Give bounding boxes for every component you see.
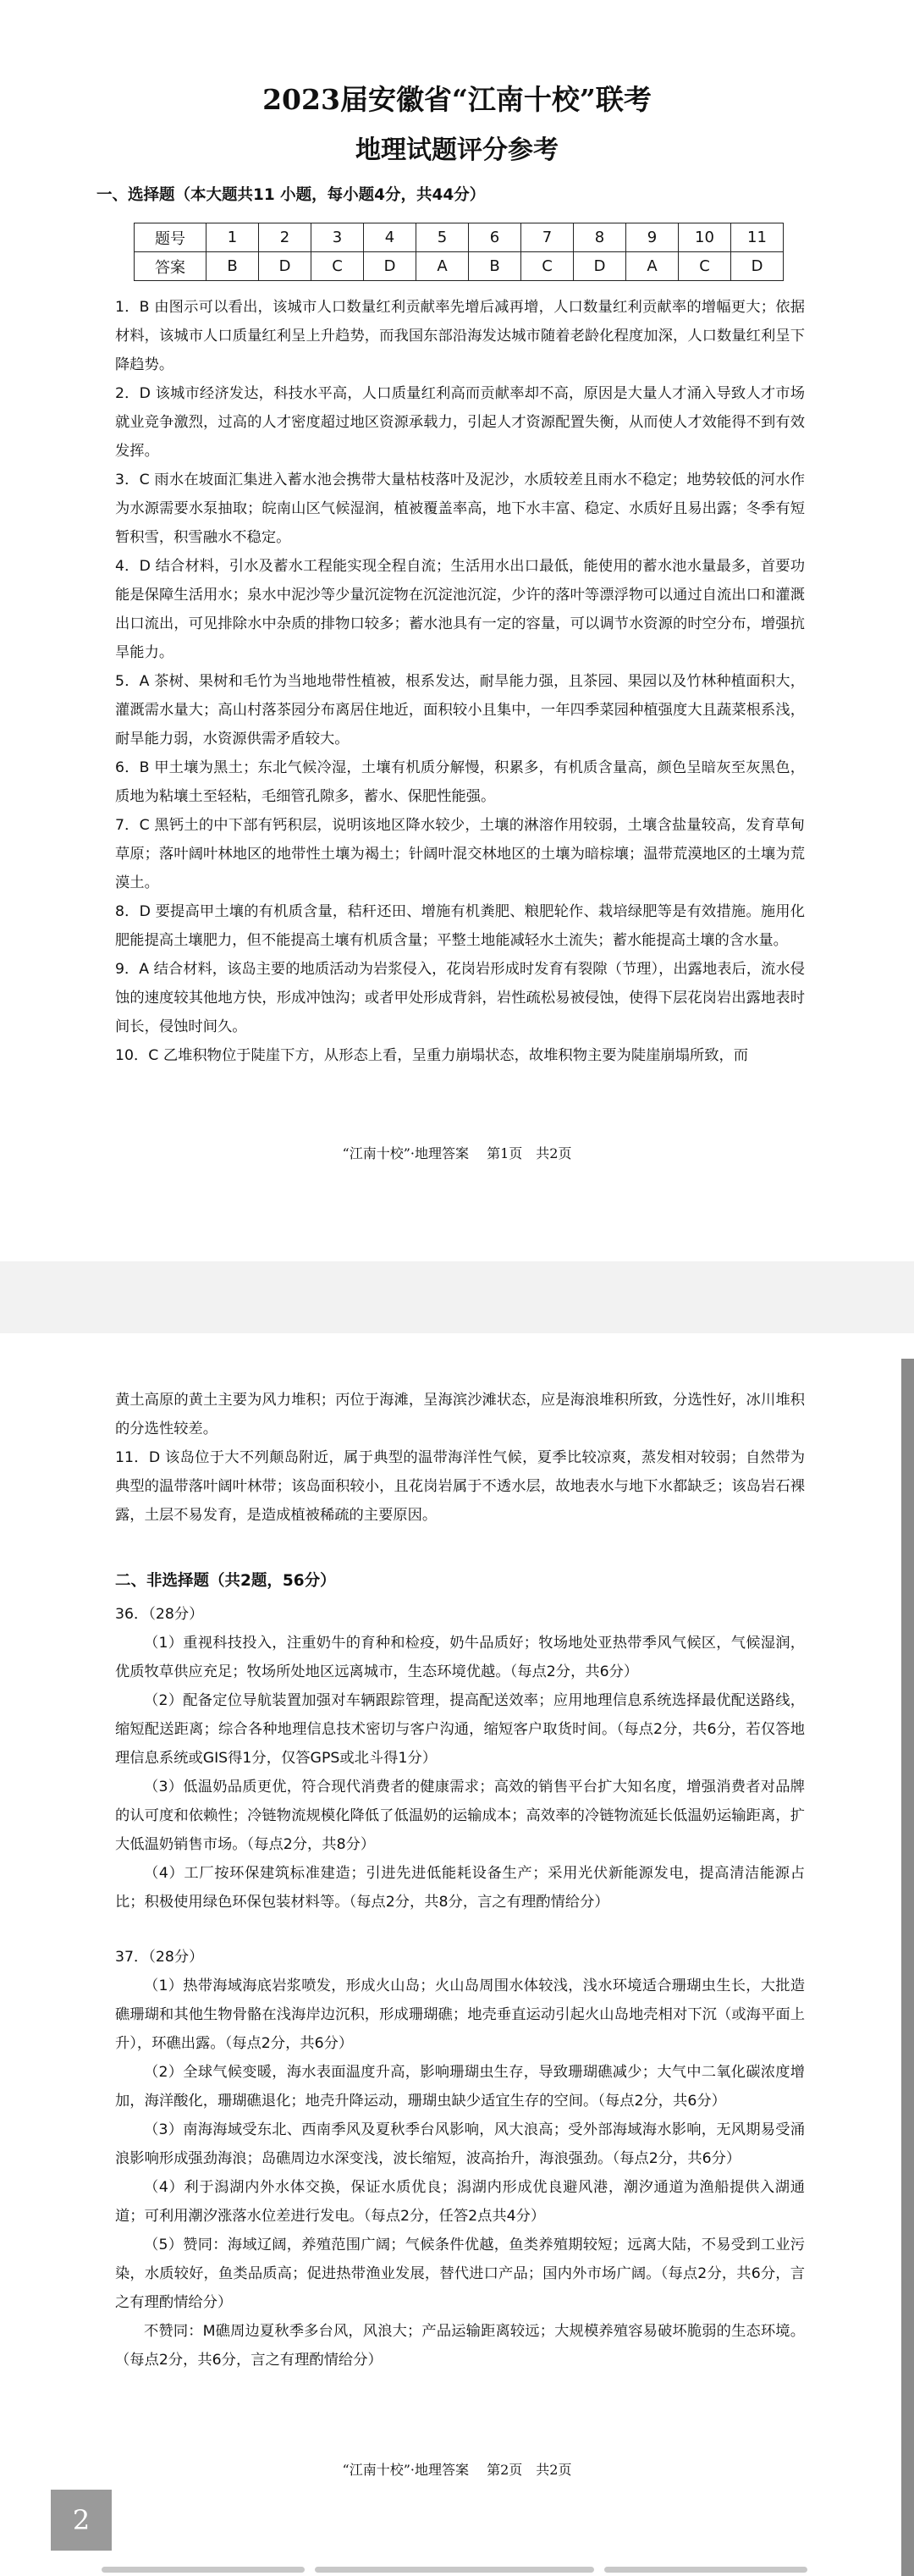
page-footer: “江南十校”·地理答案 第2页 共2页 <box>342 2462 572 2478</box>
explanation-paragraph: 6．B 甲土壤为黑土；东北气候冷湿，土壤有机质分解慢，积累多，有机质含量高，颜色呈暗灰至灰黑色，质地为粘壤土至轻粘，毛细管孔隙多，蓄水、保肥性能强。 <box>115 759 805 805</box>
answer-point: （3）南海海域受东北、西南季风及夏秋季台风影响，风大浪高；受外部海域海水影响，无风期易受涌浪影响形成强劲海浪；岛礁周边水深变浅，波长缩短，波高抬升，海浪强劲。（每点2分，共6分） <box>115 2121 805 2167</box>
thumbnail-strip-scrollbar[interactable] <box>102 2567 305 2573</box>
explanation-paragraph: 5．A 茶树、果树和毛竹为当地地带性植被，根系发达，耐旱能力强，且茶园、果园以及竹林种植面积大，灌溉需水量大；高山村落茶园分布离居住地近，面积较小且集中，一年四季菜园种植强度大且蔬菜根系浅，耐旱能力弱，水资源供需矛盾较大。 <box>115 673 805 747</box>
answer-cell: C <box>679 252 731 281</box>
explanation-paragraph: 8．D 要提高甲土壤的有机质含量，秸秆还田、增施有机粪肥、粮肥轮作、栽培绿肥等是有效措施。施用化肥能提高土壤肥力，但不能提高土壤有机质含量；平整土地能减轻水土流失；蓄水能提高土壤的含水量。 <box>115 903 805 949</box>
answer-explanations <box>115 293 805 1070</box>
exam-subtitle: 地理试题评分参考 <box>355 135 559 165</box>
section-heading-choice: 一、选择题（本大题共11 小题，每小题4分，共44分） <box>96 186 486 204</box>
question-number-cell: 11 <box>731 223 784 252</box>
explanation-paragraph: 9．A 结合材料，该岛主要的地质活动为岩浆侵入，花岗岩形成时发育有裂隙（节理），出露地表后，流水侵蚀的速度较其他地方快，形成冲蚀沟；或者甲处形成背斜，岩性疏松易被侵蚀，使得下层花岗岩出露地表时间长，侵蚀时间久。 <box>115 961 805 1035</box>
answer-point: （1）热带海域海底岩浆喷发，形成火山岛；火山岛周围水体较浅，浅水环境适合珊瑚虫生长，大批造礁珊瑚和其他生物骨骼在浅海岸边沉积，形成珊瑚礁；地壳垂直运动引起火山岛地壳相对下沉（或海平面上升），环礁出露。（每点2分，共6分） <box>115 1978 805 2052</box>
exam-title: 2023届安徽省“江南十校”联考 <box>262 83 652 116</box>
answer-cell: C <box>521 252 574 281</box>
table-header-cell: 答案 <box>135 252 206 281</box>
answer-cell: B <box>469 252 521 281</box>
answer-point: （4）利于潟湖内外水体交换，保证水质优良；潟湖内形成优良避风港，潮汐通道为渔船提供入湖通道；可利用潮汐涨落水位差进行发电。（每点2分，任答2点共4分） <box>115 2179 805 2225</box>
answer-point: （2）配备定位导航装置加强对车辆跟踪管理，提高配送效率；应用地理信息系统选择最优配送路线，缩短配送距离；综合各种地理信息技术密切与客户沟通，缩短客户取货时间。（每点2分，共6分，若仅答地理信息系统或GIS得1分，仅答GPS或北斗得1分） <box>115 1692 805 1767</box>
answer-cell: C <box>311 252 364 281</box>
continued-explanations <box>115 1386 805 1530</box>
explanation-paragraph: 11．D 该岛位于大不列颠岛附近，属于典型的温带海洋性气候，夏季比较凉爽，蒸发相对较弱；自然带为典型的温带落叶阔叶林带；该岛面积较小，且花岗岩属于不透水层，故地表水与地下水都缺乏；该岛岩石裸露，土层不易发育，是造成植被稀疏的主要原因。 <box>115 1449 805 1524</box>
explanation-paragraph: 1．B 由图示可以看出，该城市人口数量红利贡献率先增后减再增，人口数量红利贡献率的增幅更大；依据材料，该城市人口质量红利呈上升趋势，而我国东部沿海发达城市随着老龄化程度加深，人口数量红利呈下降趋势。 <box>115 299 805 373</box>
answer-cell: D <box>364 252 416 281</box>
question-heading: 37．（28分） <box>115 1949 204 1966</box>
question-number-cell: 5 <box>416 223 469 252</box>
answer-point: （5）赞同：海域辽阔，养殖范围广阔；气候条件优越，鱼类养殖期较短；远离大陆，不易受到工业污染，水质较好，鱼类品质高；促进热带渔业发展，替代进口产品；国内外市场广阔。（每点2分，共6分，言之有理酌情给分） <box>115 2237 805 2311</box>
answer-point: （3）低温奶品质更优，符合现代消费者的健康需求；高效的销售平台扩大知名度，增强消费者对品牌的认可度和依赖性；冷链物流规模化降低了低温奶的运输成本；高效率的冷链物流延长低温奶运输距离，扩大低温奶销售市场。（每点2分，共8分） <box>115 1779 805 1853</box>
question-number-cell: 10 <box>679 223 731 252</box>
answer-cell: D <box>731 252 784 281</box>
question-number-cell: 3 <box>311 223 364 252</box>
answer-cell: A <box>416 252 469 281</box>
page-footer: “江南十校”·地理答案 第1页 共2页 <box>342 1145 572 1161</box>
question-37-answers <box>115 1943 805 2375</box>
answer-cell: B <box>206 252 259 281</box>
thumbnail-strip-scrollbar[interactable] <box>604 2567 807 2573</box>
answer-table <box>134 223 784 281</box>
question-number-cell: 1 <box>206 223 259 252</box>
explanation-paragraph: 黄土高原的黄土主要为风力堆积；丙位于海滩，呈海滨沙滩状态，应是海浪堆积所致，分选性好，冰川堆积的分选性较差。 <box>115 1392 805 1437</box>
page-number-badge[interactable]: 2 <box>51 2490 112 2551</box>
answer-point: （1）重视科技投入，注重奶牛的育种和检疫，奶牛品质好；牧场地处亚热带季风气候区，气候湿润，优质牧草供应充足；牧场所处地区远离城市，生态环境优越。（每点2分，共6分） <box>115 1635 805 1680</box>
question-number-cell: 2 <box>259 223 311 252</box>
question-number-cell: 9 <box>626 223 679 252</box>
answer-cell: A <box>626 252 679 281</box>
question-number-cell: 6 <box>469 223 521 252</box>
explanation-paragraph: 4．D 结合材料，引水及蓄水工程能实现全程自流；生活用水出口最低，能使用的蓄水池水量最多，首要功能是保障生活用水；泉水中泥沙等少量沉淀物在沉淀池沉淀，少许的落叶等漂浮物可以通过自流出口和灌溉出口流出，可见排除水中杂质的排物口较多；蓄水池具有一定的容量，可以调节水资源的时空分布，增强抗旱能力。 <box>115 558 805 661</box>
question-number-cell: 8 <box>574 223 626 252</box>
answer-point: （4）工厂按环保建筑标准建造；引进先进低能耗设备生产；采用光伏新能源发电，提高清洁能源占比；积极使用绿色环保包装材料等。（每点2分，共8分，言之有理酌情给分） <box>115 1865 805 1911</box>
answer-cell: D <box>574 252 626 281</box>
explanation-paragraph: 7．C 黑钙土的中下部有钙积层，说明该地区降水较少，土壤的淋溶作用较弱，土壤含盐量较高，发育草甸草原；落叶阔叶林地区的地带性土壤为褐土；针阔叶混交林地区的土壤为暗棕壤；温带荒漠地区的土壤为荒漠土。 <box>115 817 805 891</box>
table-header-cell: 题号 <box>135 223 206 252</box>
answer-table-row-answers <box>135 252 784 281</box>
document-page-2 <box>0 1333 914 2576</box>
viewer-scrollbar[interactable] <box>901 1359 914 2576</box>
question-heading: 36．（28分） <box>115 1606 204 1623</box>
answer-point: 不赞同：M礁周边夏秋季多台风，风浪大；产品运输距离较远；大规模养殖容易破坏脆弱的生态环境。（每点2分，共6分，言之有理酌情给分） <box>115 2323 805 2369</box>
question-number-cell: 7 <box>521 223 574 252</box>
explanation-paragraph: 2．D 该城市经济发达，科技水平高，人口质量红利高而贡献率却不高，原因是大量人才涌入导致人才市场就业竞争激烈，过高的人才密度超过地区资源承载力，引起人才资源配置失衡，从而使人才效能得不到有效发挥。 <box>115 385 805 460</box>
document-page-1 <box>0 0 914 1261</box>
question-36-answers <box>115 1600 805 1917</box>
answer-point: （2）全球气候变暖，海水表面温度升高，影响珊瑚虫生存，导致珊瑚礁减少；大气中二氧化碳浓度增加，海洋酸化，珊瑚礁退化；地壳升降运动，珊瑚虫缺少适宜生存的空间。（每点2分，共6分） <box>115 2064 805 2110</box>
answer-table-row-numbers <box>135 223 784 252</box>
explanation-paragraph: 3．C 雨水在坡面汇集进入蓄水池会携带大量枯枝落叶及泥沙，水质较差且雨水不稳定；地势较低的河水作为水源需要水泵抽取；皖南山区气候湿润，植被覆盖率高，地下水丰富、稳定、水质好且易出露；冬季有短暂积雪，积雪融水不稳定。 <box>115 472 805 546</box>
answer-cell: D <box>259 252 311 281</box>
explanation-paragraph: 10．C 乙堆积物位于陡崖下方，从形态上看，呈重力崩塌状态，故堆积物主要为陡崖崩塌所致，而 <box>115 1047 749 1064</box>
section-heading-nonchoice: 二、非选择题（共2题，56分） <box>115 1572 336 1590</box>
question-number-cell: 4 <box>364 223 416 252</box>
thumbnail-strip-scrollbar[interactable] <box>315 2567 594 2573</box>
